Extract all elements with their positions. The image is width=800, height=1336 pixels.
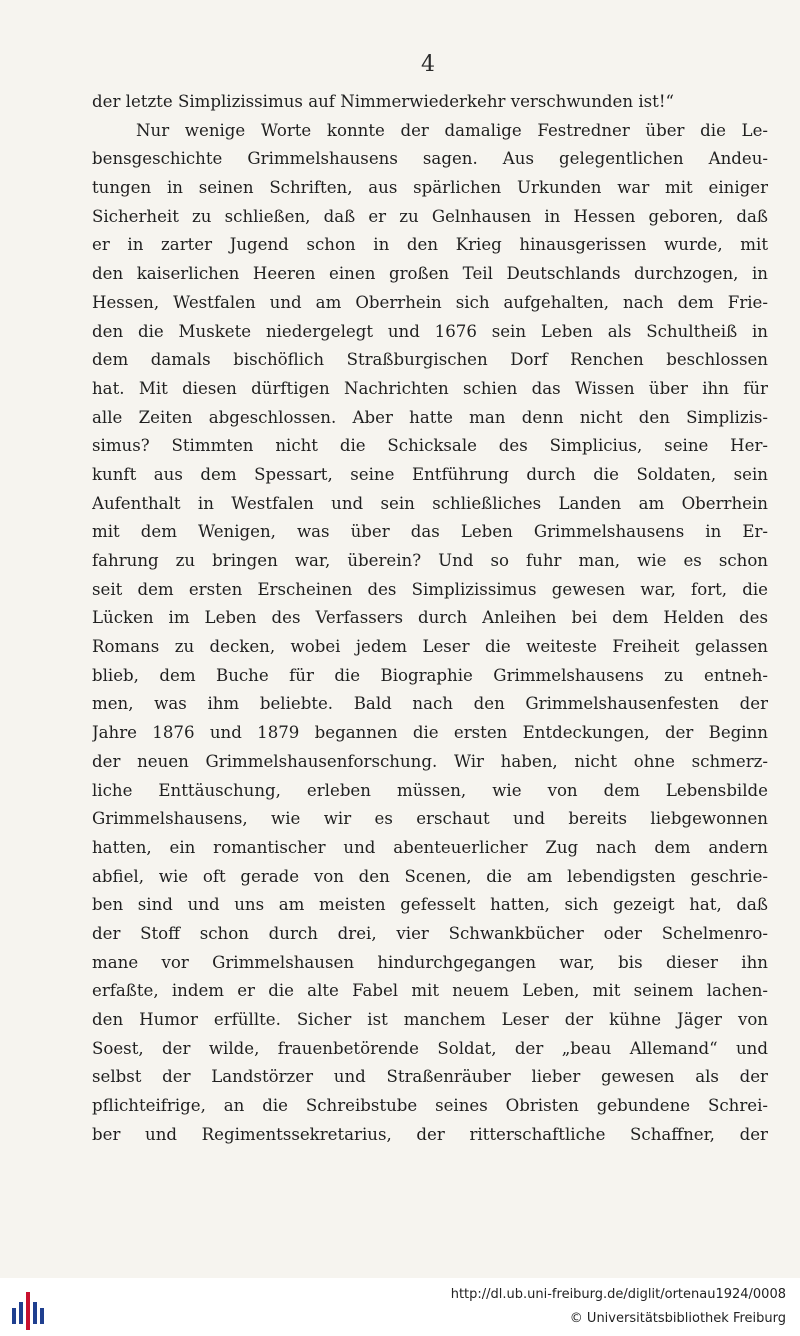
text-line: Lücken im Leben des Verfassers durch Anleihen bei dem Helden des bbox=[92, 608, 768, 628]
text-line: simus? Stimmten nicht die Schicksale des Simplicius, seine Her- bbox=[92, 436, 768, 456]
text-line: seit dem ersten Erscheinen des Simplizissimus gewesen war, fort, die bbox=[92, 579, 768, 599]
text-line: men, was ihm beliebte. Bald nach den Grimmelshausenfesten der bbox=[92, 694, 768, 714]
text-line: den Humor erfüllte. Sicher ist manchem Leser der kühne Jäger von bbox=[92, 1010, 768, 1029]
text-line: ber und Regimentssekretarius, der ritterschaftliche Schaffner, der bbox=[92, 1124, 768, 1144]
text-line: alle Zeiten abgeschlossen. Aber hatte man denn nicht den Simplizis- bbox=[92, 407, 768, 427]
text-line: erfaßte, indem er die alte Fabel mit neuem Leben, mit seinem lachen- bbox=[92, 981, 768, 1001]
text-line: den kaiserlichen Heeren einen großen Teil Deutschlands durchzogen, in bbox=[92, 264, 768, 284]
source-url-link[interactable]: http://dl.ub.uni-freiburg.de/diglit/ortenau1924/0008 bbox=[450, 1287, 786, 1302]
page-number: 4 bbox=[421, 52, 435, 77]
text-line: kunft aus dem Spessart, seine Entführung durch die Soldaten, sein bbox=[92, 464, 768, 484]
text-line: mit dem Wenigen, was über das Leben Grimmelshausens in Er- bbox=[92, 522, 768, 542]
text-line: mane vor Grimmelshausen hindurchgegangen war, bis dieser ihn bbox=[92, 952, 768, 972]
text-line: der neuen Grimmelshausenforschung. Wir haben, nicht ohne schmerz- bbox=[92, 751, 768, 771]
text-line: Soest, der wilde, frauenbetörende Soldat, der „beau Allemand“ und bbox=[92, 1038, 768, 1058]
text-line: Aufenthalt in Westfalen und sein schließliches Landen am Oberrhein bbox=[92, 493, 768, 513]
text-line: hat. Mit diesen dürftigen Nachrichten schien das Wissen über ihn für bbox=[92, 378, 768, 398]
text-line: der Stoff schon durch drei, vier Schwankbücher oder Schelmenro- bbox=[92, 923, 768, 943]
text-line: er in zarter Jugend schon in den Krieg hinausgerissen wurde, mit bbox=[92, 235, 768, 255]
text-line: Hessen, Westfalen und am Oberrhein sich aufgehalten, nach dem Frie- bbox=[92, 292, 768, 312]
body-text bbox=[92, 88, 768, 1149]
text-line: ben sind und uns am meisten gefesselt hatten, sich gezeigt hat, daß bbox=[92, 895, 768, 915]
library-logo-icon[interactable] bbox=[10, 1286, 46, 1330]
text-line: Sicherheit zu schließen, daß er zu Gelnhausen in Hessen geboren, daß bbox=[92, 206, 768, 226]
text-line: tungen in seinen Schriften, aus spärlichen Urkunden war mit einiger bbox=[92, 178, 768, 198]
text-line: liche Enttäuschung, erleben müssen, wie von dem Lebensbilde bbox=[92, 780, 768, 800]
text-line: selbst der Landstörzer und Straßenräuber lieber gewesen als der bbox=[92, 1067, 768, 1087]
text-line: hatten, ein romantischer und abenteuerlicher Zug nach dem andern bbox=[92, 837, 768, 857]
text-line: fahrung zu bringen war, überein? Und so fuhr man, wie es schon bbox=[92, 551, 768, 570]
footer-bar bbox=[0, 1278, 800, 1336]
text-line: der letzte Simplizissimus auf Nimmerwiederkehr verschwunden ist!“ bbox=[92, 92, 674, 111]
text-line: blieb, dem Buche für die Biographie Grimmelshausens zu entneh- bbox=[92, 665, 768, 685]
text-line: Nur wenige Worte konnte der damalige Festredner über die Le- bbox=[136, 120, 768, 140]
text-line: den die Muskete niedergelegt und 1676 sein Leben als Schultheiß in bbox=[92, 321, 768, 341]
text-line: bensgeschichte Grimmelshausens sagen. Aus gelegentlichen Andeu- bbox=[92, 149, 768, 169]
text-line: Romans zu decken, wobei jedem Leser die weiteste Freiheit gelassen bbox=[92, 637, 768, 657]
text-line: Jahre 1876 und 1879 begannen die ersten Entdeckungen, der Beginn bbox=[92, 723, 768, 743]
text-line: dem damals bischöflich Straßburgischen Dorf Renchen beschlossen bbox=[92, 350, 768, 370]
text-line: pflichteifrige, an die Schreibstube seines Obristen gebundene Schrei- bbox=[92, 1096, 768, 1116]
text-line: Grimmelshausens, wie wir es erschaut und bereits liebgewonnen bbox=[92, 809, 768, 829]
copyright-text: © Universitätsbibliothek Freiburg bbox=[569, 1311, 786, 1326]
text-line: abfiel, wie oft gerade von den Scenen, die am lebendigsten geschrie- bbox=[92, 866, 768, 886]
